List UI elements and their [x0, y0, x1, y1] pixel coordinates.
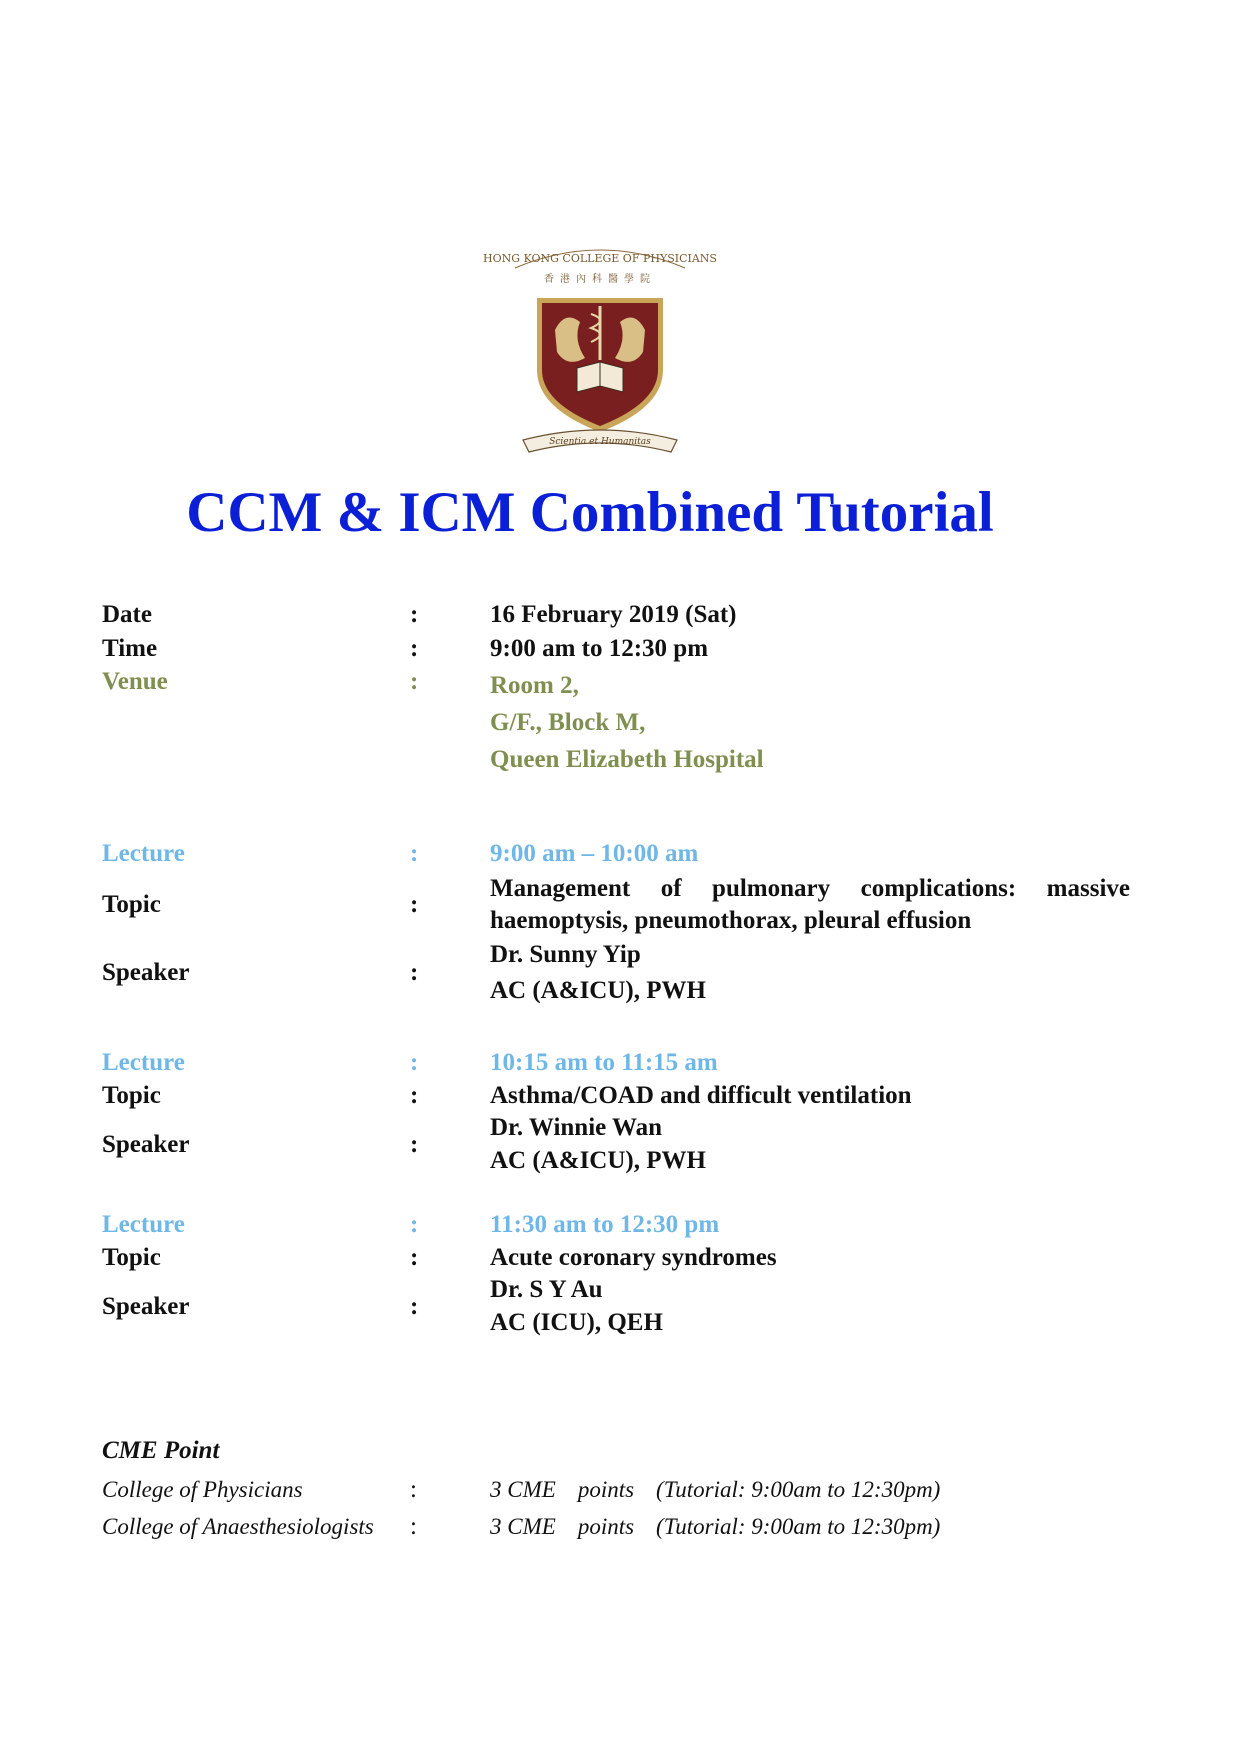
colon: :	[410, 635, 419, 662]
svg-text:HONG KONG COLLEGE OF PHYSICIAN: HONG KONG COLLEGE OF PHYSICIANS	[483, 252, 717, 265]
venue-line: G/F., Block M,	[490, 709, 646, 736]
speaker-label: Speaker	[102, 959, 190, 986]
colon: :	[410, 1476, 417, 1503]
svg-text:香港內科醫學院: 香港內科醫學院	[544, 274, 656, 285]
colon: :	[410, 1513, 417, 1540]
cme-college: College of Anaesthesiologists	[102, 1514, 374, 1539]
cme-heading: CME Point	[102, 1437, 220, 1464]
speaker-title: AC (A&ICU), PWH	[490, 977, 706, 1004]
time-value: 9:00 am to 12:30 pm	[490, 635, 709, 662]
colon: :	[410, 601, 419, 628]
cme-points-note: (Tutorial: 9:00am to 12:30pm)	[656, 1477, 941, 1502]
topic-label: Topic	[102, 1082, 161, 1109]
speaker-label: Speaker	[102, 1131, 190, 1158]
cme-points-count: 3 CME	[490, 1477, 556, 1502]
colon: :	[410, 668, 419, 695]
colon: :	[410, 1211, 419, 1238]
topic-value: Asthma/COAD and difficult ventilation	[490, 1082, 912, 1109]
speaker-label: Speaker	[102, 1293, 190, 1320]
speaker-name: Dr. Sunny Yip	[490, 941, 641, 968]
date-label: Date	[102, 601, 152, 628]
cme-college: College of Physicians	[102, 1477, 303, 1502]
cme-points-count: 3 CME	[490, 1514, 556, 1539]
speaker-title: AC (ICU), QEH	[490, 1309, 663, 1336]
topic-value: Management of pulmonary complications: massive haemoptysis, pneumothorax, pleural effusion	[490, 875, 1130, 934]
colon: :	[410, 959, 419, 986]
cme-points-note: (Tutorial: 9:00am to 12:30pm)	[656, 1514, 941, 1539]
lecture-time: 11:30 am to 12:30 pm	[490, 1211, 720, 1238]
cme-points-unit: points	[577, 1477, 635, 1502]
colon: :	[410, 1244, 419, 1271]
venue-value	[490, 667, 764, 778]
speaker-name: Dr. Winnie Wan	[490, 1114, 663, 1141]
date-value: 16 February 2019 (Sat)	[490, 601, 737, 628]
college-crest-logo	[483, 240, 717, 460]
cme-points	[490, 1511, 962, 1543]
lecture-label: Lecture	[102, 840, 185, 867]
colon: :	[410, 1082, 419, 1109]
colon: :	[410, 891, 419, 918]
lecture-label: Lecture	[102, 1049, 185, 1076]
speaker-title: AC (A&ICU), PWH	[490, 1147, 706, 1174]
time-label: Time	[102, 635, 158, 662]
colon: :	[410, 1131, 419, 1158]
venue-line: Queen Elizabeth Hospital	[490, 746, 764, 773]
topic-label: Topic	[102, 891, 161, 918]
colon: :	[410, 1293, 419, 1320]
cme-points-unit: points	[577, 1514, 635, 1539]
lecture-label: Lecture	[102, 1211, 185, 1238]
page-title: CCM & ICM Combined Tutorial	[186, 481, 994, 544]
venue-label: Venue	[102, 668, 168, 695]
lecture-time: 9:00 am – 10:00 am	[490, 840, 699, 867]
colon: :	[410, 1049, 419, 1076]
colon: :	[410, 840, 419, 867]
cme-points	[490, 1474, 962, 1506]
svg-text:Scientia et Humanitas: Scientia et Humanitas	[549, 437, 651, 447]
topic-value: Acute coronary syndromes	[490, 1244, 777, 1271]
lecture-time: 10:15 am to 11:15 am	[490, 1049, 718, 1076]
topic-label: Topic	[102, 1244, 161, 1271]
speaker-name: Dr. S Y Au	[490, 1276, 603, 1303]
venue-line: Room 2,	[490, 672, 579, 699]
